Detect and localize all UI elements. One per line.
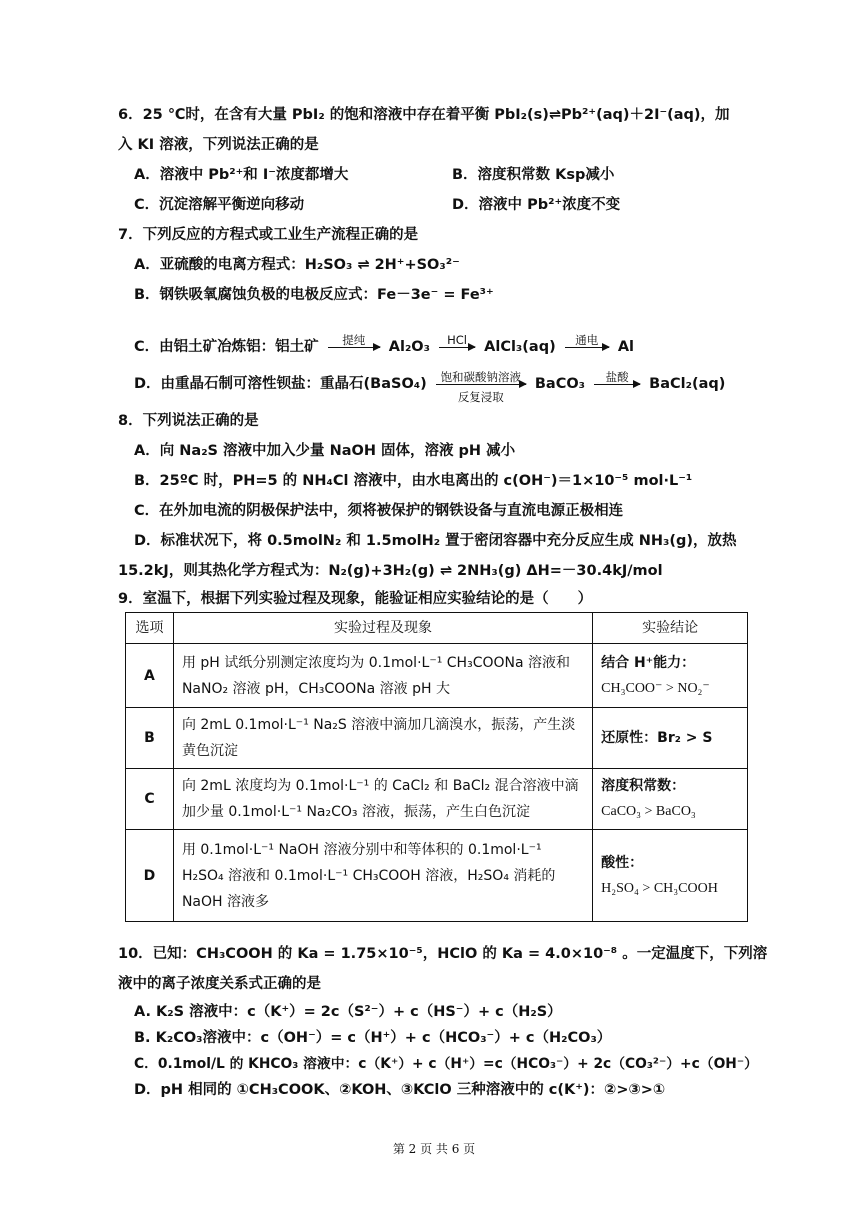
q7-c-product1: Al₂O₃ bbox=[388, 339, 430, 355]
q7-c-prefix: C．由铝土矿冶炼铝：铝土矿 bbox=[134, 339, 319, 355]
q10-option-d: D．pH 相同的 ①CH₃COOK、②KOH、③KClO 三种溶液中的 c(K⁺)：②>③>① bbox=[134, 1082, 666, 1098]
q8-option-b: B．25ºC 时，PH=5 的 NH₄Cl 溶液中，由水电离出的 c(OH⁻)＝1×10⁻⁵ mol·L⁻¹ bbox=[134, 473, 693, 489]
table-row-conclusion bbox=[593, 708, 748, 769]
conclusion-formula: CH₃COO⁻ > NO₂⁻ bbox=[601, 680, 710, 696]
q6-stem-line2: 入 KI 溶液，下列说法正确的是 bbox=[118, 137, 319, 153]
q6-option-c: C．沉淀溶解平衡逆向移动 bbox=[134, 197, 305, 213]
q7-d-arrow2-label: 盐酸 bbox=[605, 369, 629, 384]
conclusion-formula: CaCO₃ > BaCO₃ bbox=[601, 804, 696, 819]
q7-d-prefix: D．由重晶石制可溶性钡盐：重晶石(BaSO₄) bbox=[134, 376, 427, 392]
experiment-table bbox=[125, 612, 748, 922]
table-row-conclusion bbox=[593, 644, 748, 708]
q7-stem: 7．下列反应的方程式或工业生产流程正确的是 bbox=[118, 227, 419, 243]
conclusion-formula: H₂SO₄ > CH₃COOH bbox=[601, 880, 718, 896]
table-row-process: 向 2mL 0.1mol·L⁻¹ Na₂S 溶液中滴加几滴溴水，振荡，产生淡黄色沉淀 bbox=[173, 708, 592, 769]
q10-option-b: B. K₂CO₃溶液中：c（OH⁻）= c（H⁺）+ c（HCO₃⁻）+ c（H₂CO₃） bbox=[134, 1030, 612, 1046]
q7-d-product2: BaCl₂(aq) bbox=[649, 376, 726, 392]
q6-stem-line1: 6．25 ℃时，在含有大量 PbI₂ 的饱和溶液中存在着平衡 PbI₂(s)⇌Pb²⁺(aq)＋2I⁻(aq)，加 bbox=[118, 107, 730, 123]
q6-option-d: D．溶液中 Pb²⁺浓度不变 bbox=[452, 197, 621, 213]
q9-stem: 9．室温下，根据下列实验过程及现象，能验证相应实验结论的是（ ） bbox=[118, 591, 593, 607]
q7-c-arrow2-label: HCl bbox=[447, 332, 467, 347]
q7-option-c bbox=[134, 332, 635, 357]
q7-option-d bbox=[134, 369, 726, 404]
q8-option-a: A．向 Na₂S 溶液中加入少量 NaOH 固体，溶液 pH 减小 bbox=[134, 443, 516, 459]
table-header-option: 选项 bbox=[126, 613, 174, 644]
conclusion-label: 还原性：Br₂ > S bbox=[601, 730, 713, 746]
table-row-process: 向 2mL 浓度均为 0.1mol·L⁻¹ 的 CaCl₂ 和 BaCl₂ 混合溶液中滴加少量 0.1mol·L⁻¹ Na₂CO₃ 溶液，振荡，产生白色沉淀 bbox=[173, 769, 592, 830]
q10-option-c: C．0.1mol/L 的 KHCO₃ 溶液中：c（K⁺）+ c（H⁺）=c（HCO₃⁻）+ 2c（CO₃²⁻）+c（OH⁻） bbox=[134, 1056, 758, 1072]
q6-option-a: A．溶液中 Pb²⁺和 I⁻浓度都增大 bbox=[134, 167, 349, 183]
page-footer: 第 2 页 共 6 页 bbox=[392, 1142, 476, 1156]
q10-stem-line1: 10．已知：CH₃COOH 的 Ka = 1.75×10⁻⁵，HClO 的 Ka = 4.0×10⁻⁸ 。一定温度下，下列溶 bbox=[118, 946, 768, 962]
table-header-process: 实验过程及现象 bbox=[173, 613, 592, 644]
q7-c-product2: AlCl₃(aq) bbox=[484, 339, 556, 355]
q8-option-d-line1: D．标准状况下，将 0.5molN₂ 和 1.5molH₂ 置于密闭容器中充分反应生成 NH₃(g)，放热 bbox=[134, 533, 737, 549]
table-row-option: B bbox=[126, 708, 174, 769]
q7-c-arrow3-label: 通电 bbox=[575, 332, 599, 347]
conclusion-label: 溶度积常数： bbox=[601, 778, 686, 794]
q8-option-c: C．在外加电流的阴极保护法中，须将被保护的钢铁设备与直流电源正极相连 bbox=[134, 503, 624, 519]
arrow-icon bbox=[594, 369, 640, 385]
q7-c-product3: Al bbox=[617, 339, 635, 355]
arrow-icon bbox=[439, 332, 475, 348]
q7-d-arrow1-below: 反复浸取 bbox=[457, 389, 504, 404]
q10-stem-line2: 液中的离子浓度关系式正确的是 bbox=[118, 976, 321, 992]
table-row-option: D bbox=[126, 830, 174, 922]
q7-option-a: A．亚硫酸的电离方程式：H₂SO₃ ⇌ 2H⁺+SO₃²⁻ bbox=[134, 257, 460, 273]
conclusion-label: 酸性： bbox=[601, 854, 644, 871]
table-row-option: C bbox=[126, 769, 174, 830]
conclusion-label: 结合 H⁺能力： bbox=[601, 654, 696, 671]
arrow-icon bbox=[328, 332, 380, 348]
q10-option-a: A. K₂S 溶液中：c（K⁺）= 2c（S²⁻）+ c（HS⁻）+ c（H₂S） bbox=[134, 1004, 562, 1020]
table-row bbox=[126, 644, 748, 708]
table-header-conclusion: 实验结论 bbox=[593, 613, 748, 644]
table-row bbox=[126, 708, 748, 769]
q7-d-arrow1-above: 饱和碳酸钠溶液 bbox=[440, 369, 522, 384]
q8-option-d-line2: 15.2kJ，则其热化学方程式为：N₂(g)+3H₂(g) ⇌ 2NH₃(g) ΔH=－30.4kJ/mol bbox=[118, 563, 663, 579]
q7-option-b: B．钢铁吸氧腐蚀负极的电极反应式：Fe－3e⁻ = Fe³⁺ bbox=[134, 287, 494, 303]
table-row-process: 用 pH 试纸分别测定浓度均为 0.1mol·L⁻¹ CH₃COONa 溶液和 NaNO₂ 溶液 pH，CH₃COONa 溶液 pH 大 bbox=[173, 644, 592, 708]
table-row-process: 用 0.1mol·L⁻¹ NaOH 溶液分别中和等体积的 0.1mol·L⁻¹ H₂SO₄ 溶液和 0.1mol·L⁻¹ CH₃COOH 溶液，H₂SO₄ 消耗的 NaOH 溶液多 bbox=[173, 830, 592, 922]
arrow-icon bbox=[565, 332, 609, 348]
table-row-conclusion bbox=[593, 830, 748, 922]
table-row bbox=[126, 769, 748, 830]
table-row bbox=[126, 830, 748, 922]
table-row-conclusion bbox=[593, 769, 748, 830]
q6-option-b: B．溶度积常数 Ksp减小 bbox=[452, 167, 615, 183]
arrow-icon bbox=[436, 369, 526, 404]
q8-stem: 8．下列说法正确的是 bbox=[118, 413, 259, 429]
q7-d-product1: BaCO₃ bbox=[534, 376, 586, 392]
q7-c-arrow1-label: 提纯 bbox=[342, 332, 366, 347]
table-row-option: A bbox=[126, 644, 174, 708]
table-header-row bbox=[126, 613, 748, 644]
